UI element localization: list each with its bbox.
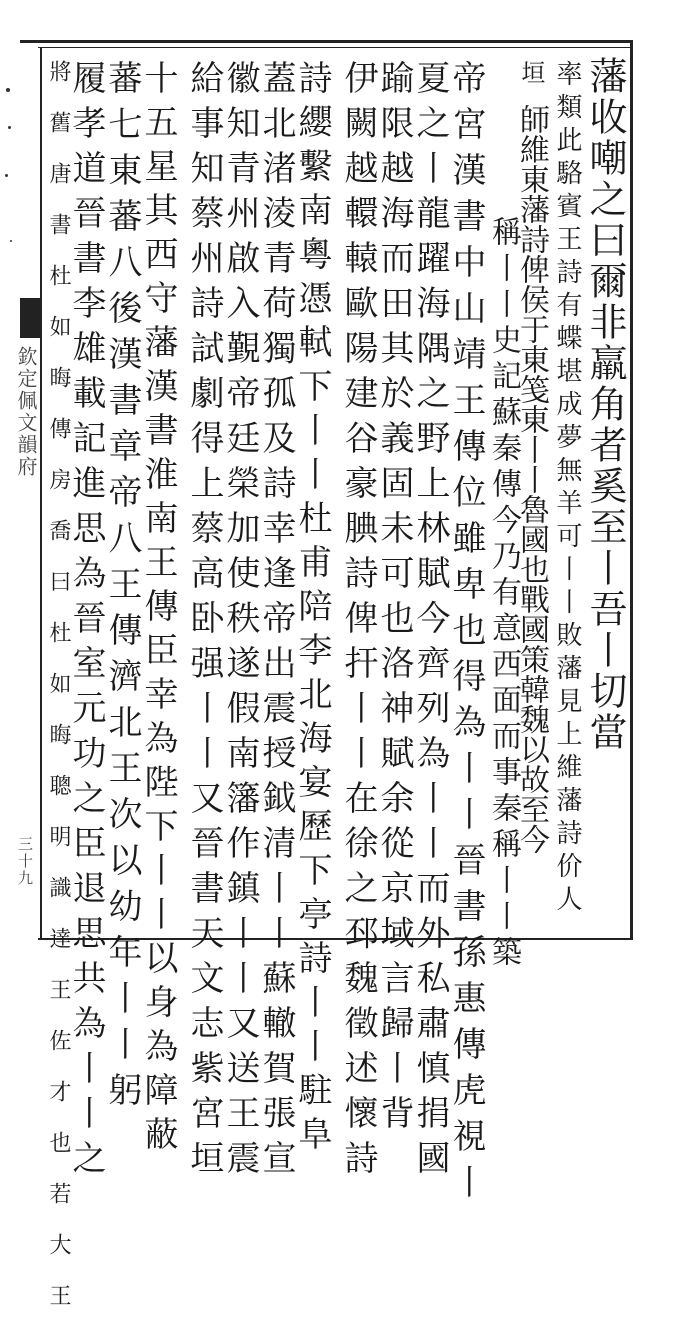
- page-number: 三十九: [16, 836, 34, 887]
- text-column-6: 帝宮漢書中山靖王傳位雖卑也得為丨丨晉書孫惠傳虎視丨: [446, 60, 486, 1210]
- text-column-13: 給事知蔡州詩試劇得上蔡高卧强丨丨又晉書天文志紫宮垣: [184, 60, 224, 1185]
- top-border: [20, 40, 632, 43]
- text-column-5: 稱丨丨史記蘇秦傳今乃有意西面而事秦稱丨丨築: [486, 216, 521, 972]
- text-column-4: 師維東藩詩俾侯于東笺東丨丨魯國也戰國策韓魏以故至今: [514, 104, 549, 854]
- top-border-inner: [38, 47, 632, 48]
- text-column-16: 履孝道晉書李雄載記進思為晉室元功之臣退思共為丨丨之: [66, 60, 106, 1185]
- right-border: [630, 40, 633, 940]
- ink-speck: [10, 240, 12, 242]
- text-column-3: 垣: [517, 60, 545, 87]
- ink-speck: [8, 126, 11, 129]
- text-column-11: 蓋北渚淩青荷獨孤及詩幸逢帝出震授鉞清丨丨蘇轍賀張宣: [256, 60, 296, 1185]
- text-column-14: 十五星其西守藩漢書淮南王傳臣幸為陛下丨丨以身為障蔽: [138, 60, 178, 1160]
- ink-speck: [6, 88, 10, 92]
- text-column-1: 藩收嘲之曰爾非羸角者奚至丨吾丨切當: [583, 56, 627, 753]
- text-column-9: 伊闕越轘轅歐陽建谷豪腆詩俾扞丨丨在徐之邳魏徵述懷詩: [338, 60, 378, 1185]
- text-column-7: 夏之丨龍躍海隅之野上林賦今齊列為丨丨而外私肅慎捐國: [410, 60, 450, 1185]
- text-column-17: 將舊唐書杜如晦傳房喬曰杜如晦聰明識達王佐才也若大王: [46, 60, 71, 1335]
- text-column-15: 蕃七東蕃八後漢書章帝八王傳濟北王次以幼年丨丨躬: [102, 60, 142, 1118]
- text-column-10: 詩纓繫南粵憑軾下丨丨杜甫陪李北海宴歷下亭詩丨丨駐阜: [292, 60, 332, 1160]
- ink-speck: [5, 174, 8, 177]
- fold-mark: [20, 298, 42, 338]
- text-column-12: 徽知青州啟入覲帝廷榮加使秩遂假南籓作鎮丨丨又送王震: [220, 60, 260, 1185]
- left-border: [40, 47, 42, 939]
- text-column-8: 踰限越海而田其於義固未可也洛神賦余從京域言歸丨背: [374, 60, 414, 1140]
- text-column-2: 率類此駱賓王詩有蝶堪成夢無羊可丨丨敗藩見上維藩詩价人: [552, 60, 582, 918]
- margin-title: 欽定佩文韻府: [14, 346, 38, 478]
